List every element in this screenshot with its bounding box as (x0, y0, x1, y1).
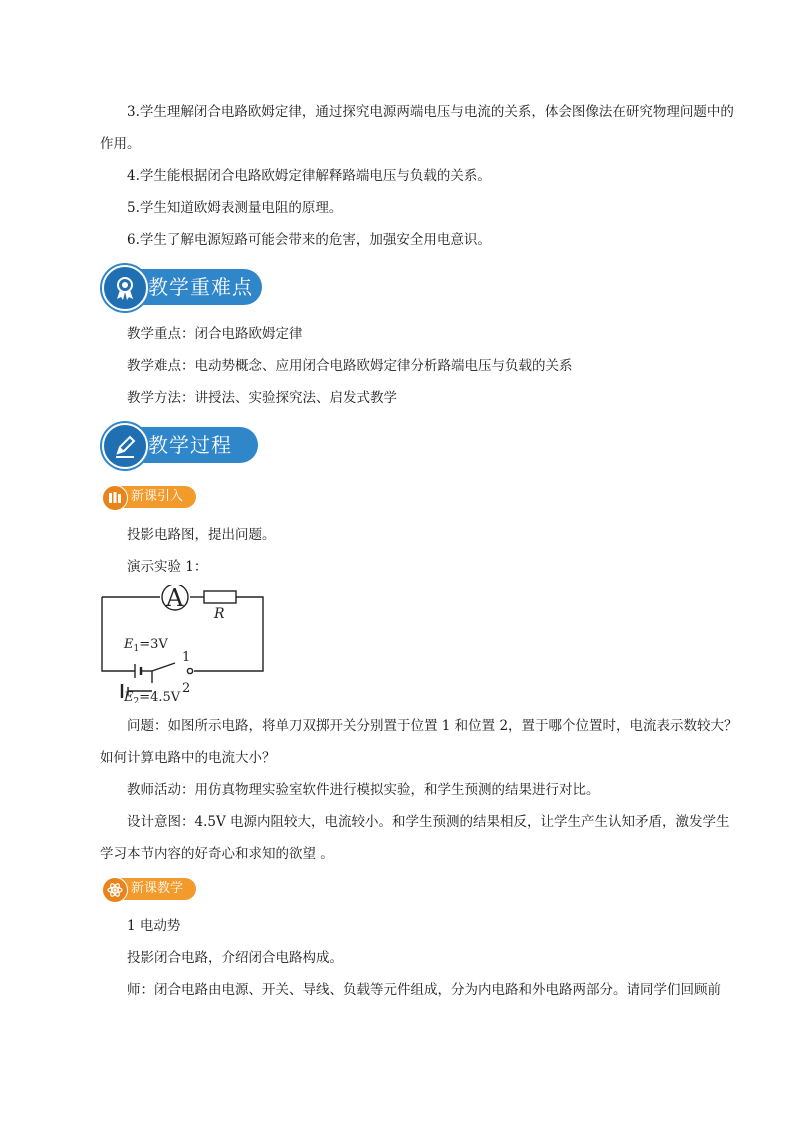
e1-subscript: 1 (133, 644, 140, 654)
resistor-label: R (214, 606, 225, 622)
switch-position-1: 1 (182, 650, 191, 665)
e1-value: =3V (139, 637, 168, 652)
section-banner-process (102, 423, 262, 465)
award-ribbon-icon (102, 265, 148, 311)
teaching-line-1: 投影闭合电路，介绍闭合电路构成。 (127, 950, 343, 966)
design-intent-line-1: 设计意图：4.5V 电源内阻较大，电流较小。和学生预测的结果相反，让学生产生认知矛盾，激发学生 (127, 814, 730, 830)
tag-new-lesson-teaching (102, 877, 202, 901)
key-point: 教学重点：闭合电路欧姆定律 (127, 326, 303, 342)
circuit-diagram (98, 585, 270, 703)
resistor-symbol (204, 591, 236, 603)
e2-value: =4.5V (139, 690, 181, 703)
svg-text:E2=4.5V (123, 690, 181, 703)
subsection-heading: 1 电动势 (127, 918, 181, 934)
switch-position-2: 2 (182, 681, 191, 696)
pencil-edit-icon (102, 423, 148, 469)
svg-text:E1=3V (123, 637, 168, 654)
e2-subscript: 2 (133, 697, 140, 703)
tag-label: 新课引入 (131, 489, 184, 504)
teaching-method: 教学方法：讲授法、实验探究法、启发式教学 (127, 390, 397, 406)
design-intent-line-2: 学习本节内容的好奇心和求知的欲望 。 (100, 846, 334, 862)
e1-symbol: E (124, 637, 134, 652)
tag-new-lesson-intro (102, 485, 202, 509)
objective-3-line1: 3.学生理解闭合电路欧姆定律，通过探究电源两端电压与电流的关系，体会图像法在研究物理问题中的 (127, 104, 734, 120)
section-title: 教学重难点 (148, 275, 253, 299)
e2-symbol: E (124, 690, 134, 703)
atom-icon (102, 877, 128, 903)
objective-3-line2: 作用。 (100, 136, 141, 152)
section-banner-key-points (102, 265, 262, 307)
objective-5: 5.学生知道欧姆表测量电阻的原理。 (127, 200, 343, 216)
books-icon (102, 485, 128, 511)
objective-4: 4.学生能根据闭合电路欧姆定律解释路端电压与负载的关系。 (127, 168, 491, 184)
tag-label: 新课教学 (131, 881, 184, 896)
teacher-activity: 教师活动：用仿真物理实验室软件进行模拟实验，和学生预测的结果进行对比。 (127, 782, 600, 798)
section-title: 教学过程 (148, 433, 232, 457)
ammeter-label: A (166, 585, 184, 612)
difficulty: 教学难点：电动势概念、应用闭合电路欧姆定律分析路端电压与负载的关系 (127, 358, 573, 374)
intro-line-2: 演示实验 1： (127, 559, 208, 575)
question-line-2: 如何计算电路中的电流大小？ (100, 750, 276, 766)
objective-6: 6.学生了解电源短路可能会带来的危害，加强安全用电意识。 (127, 232, 491, 248)
question-line-1: 问题：如图所示电路，将单刀双掷开关分别置于位置 1 和位置 2，置于哪个位置时，电流表示数较大？ (127, 718, 738, 734)
teaching-line-2: 师：闭合电路由电源、开关、导线、负载等元件组成，分为内电路和外电路两部分。请同学们回顾前 (127, 982, 721, 998)
intro-line-1: 投影电路图，提出问题。 (127, 527, 276, 543)
